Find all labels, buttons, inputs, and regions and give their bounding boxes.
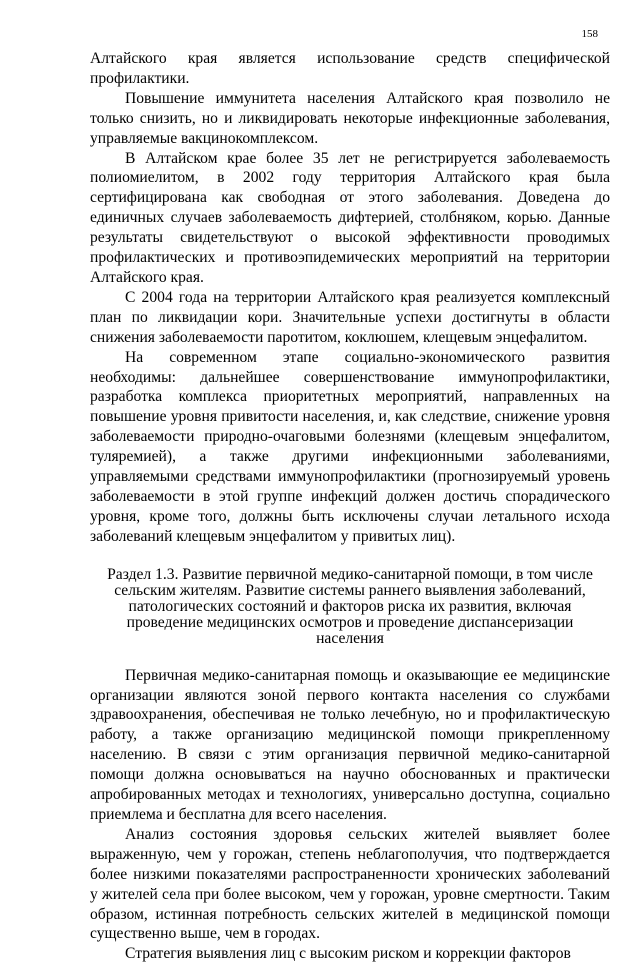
paragraph-continuation: Алтайского края является использование средств специфической профилактики.: [90, 50, 610, 87]
paragraph: Повышение иммунитета населения Алтайского края позволило не только снизить, но и ликвидировать некоторые инфекционные заболевания, управляемые вакцинокомплексом.: [90, 89, 610, 147]
section-heading: Раздел 1.3. Развитие первичной медико-санитарной помощи, в том числе сельским жителям. Развитие системы раннего выявления заболеваний, патологических состояний и факторов риска их развития, включая проведение медицинских осмотров и проведение диспансеризации населения: [107, 565, 593, 647]
page-body: [90, 49, 610, 964]
paragraph: С 2004 года на территории Алтайского края реализуется комплексный план по ликвидации кори. Значительные успехи достигнуты в области снижения заболеваемости паротитом, коклюшем, клещевым энцефалитом.: [90, 288, 610, 346]
paragraph: Первичная медико-санитарная помощь и оказывающие ее медицинские организации являются зоной первого контакта населения со службами здравоохранения, обеспечивая не только лечебную, но и профилактическую работу, а также организацию медицинской помощи прикрепленному населению. В связи с этим организация первичной медико-санитарной помощи должна основываться на научно обоснованных и практически апробированных методах и технологиях, универсально доступна, социально приемлема и бесплатна для всего населения.: [90, 666, 610, 823]
page-number: 158: [581, 28, 598, 40]
paragraph: В Алтайском крае более 35 лет не регистрируется заболеваемость полиомиелитом, в 2002 году территория Алтайского края была сертифицирована как свободная от этого заболевания. Доведена до единичных случаев заболеваемость дифтерией, столбняком, корью. Данные результаты свидетельствуют о высокой эффективности проводимых профилактических и противоэпидемических мероприятий на территории Алтайского края.: [90, 149, 610, 286]
paragraph: На современном этапе социально-экономического развития необходимы: дальнейшее совершенствование иммунопрофилактики, разработка комплекса приоритетных мероприятий, направленных на повышение уровня привитости населения, и, как следствие, снижение уровня заболеваемости природно-очаговыми болезнями (клещевым энцефалитом, туляремией), а также другими инфекционными заболеваниями, управляемыми средствами иммунопрофилактики (прогнозируемый уровень заболеваемости в этой группе инфекций должен достичь спорадического уровня, кроме того, должны быть исключены случаи летального исхода заболеваний клещевым энцефалитом у привитых лиц).: [90, 348, 610, 545]
paragraph-truncated: Стратегия выявления лиц с высоким риском и коррекции факторов: [125, 945, 571, 963]
paragraph: Анализ состояния здоровья сельских жителей выявляет более выраженную, чем у горожан, степень неблагополучия, что подтверждается более низкими показателями распространенности хронических заболеваний у жителей села при более высоком, чем у горожан, уровне смертности. Таким образом, истинная потребность сельских жителей в медицинской помощи существенно выше, чем в городах.: [90, 825, 610, 943]
